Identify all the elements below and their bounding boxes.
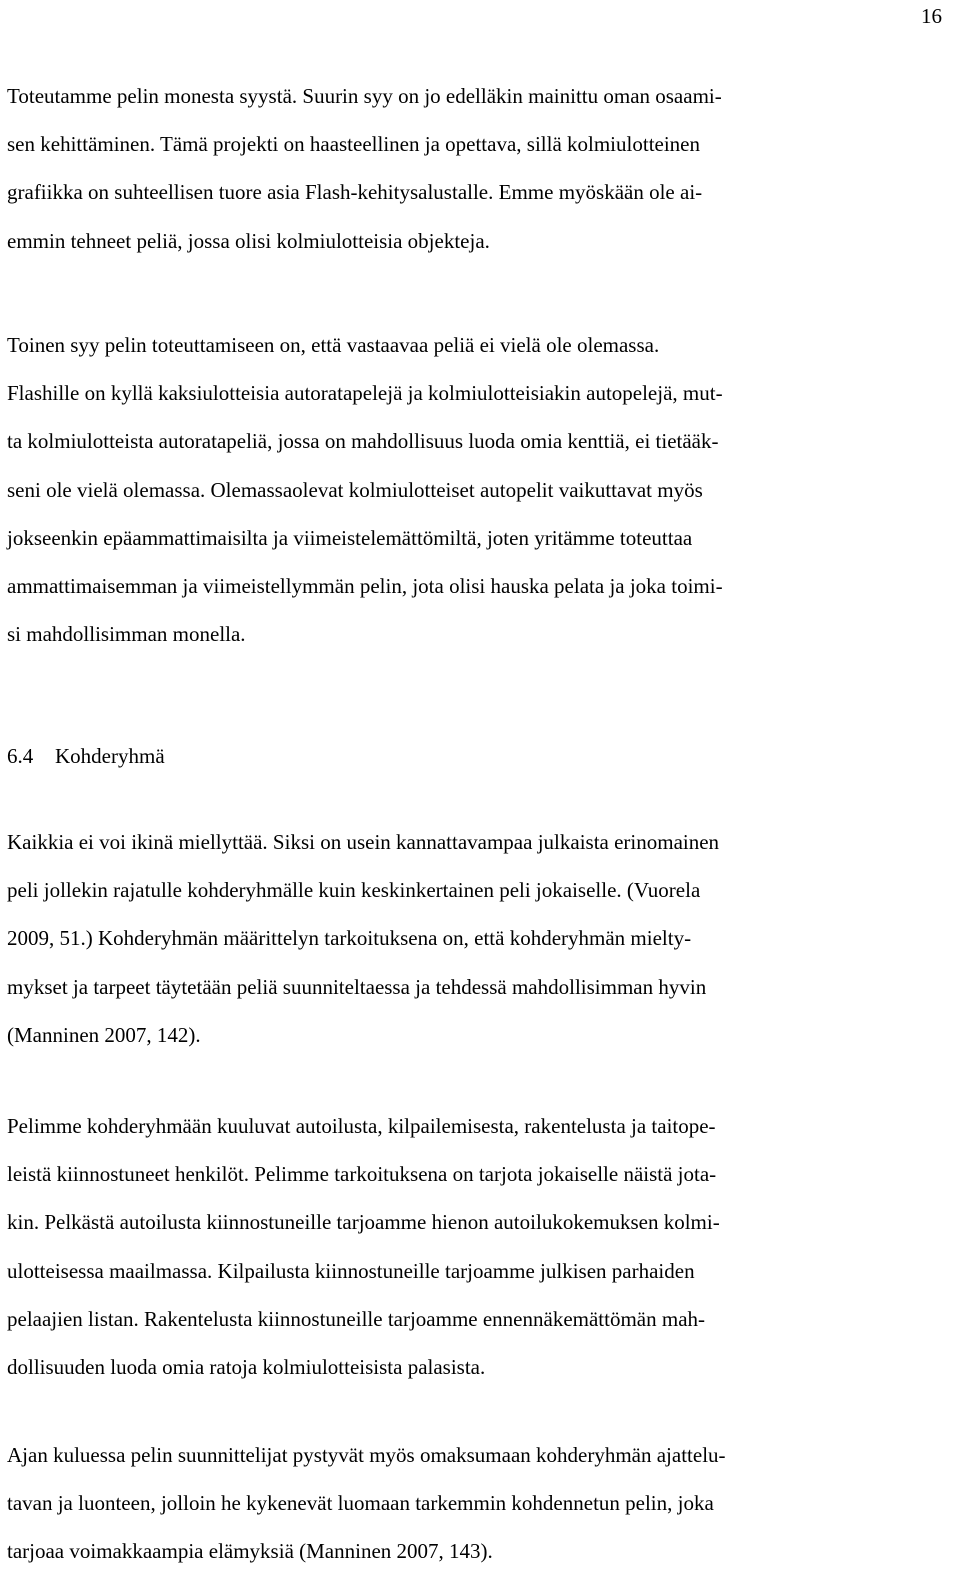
paragraph-line: leistä kiinnostuneet henkilöt. Pelimme tarkoituksena on tarjota jokaiselle näistä jota- — [7, 1162, 717, 1187]
paragraph-line: tarjoaa voimakkaampia elämyksiä (Manninen 2007, 143). — [7, 1539, 493, 1564]
paragraph-line: Ajan kuluessa pelin suunnittelijat pystyvät myös omaksumaan kohderyhmän ajattelu- — [7, 1443, 726, 1467]
paragraph-line: ta kolmiulotteista autoratapeliä, jossa on mahdollisuus luoda omia kenttiä, ei tietääk- — [7, 429, 719, 454]
paragraph-line: emmin tehneet peliä, jossa olisi kolmiulotteisia objekteja. — [7, 228, 490, 253]
paragraph-line: si mahdollisimman monella. — [7, 622, 246, 647]
section-heading — [7, 732, 943, 780]
paragraph-reasons — [7, 72, 943, 265]
paragraph-line: Flashille on kyllä kaksiulotteisia autoratapelejä ja kolmiulotteisiakin autopelejä, mut- — [7, 381, 723, 406]
paragraph-line: jokseenkin epäammattimaisilta ja viimeistelemättömiltä, joten yritämme toteuttaa — [7, 525, 693, 550]
paragraph-target-group-members — [7, 1102, 943, 1391]
paragraph-line: mykset ja tarpeet täytetään peliä suunniteltaessa ja tehdessä mahdollisimman hyvin — [7, 974, 707, 999]
paragraph-line: Kaikkia ei voi ikinä miellyttää. Siksi on usein kannattavampaa julkaista erinomainen — [7, 830, 720, 854]
section-title: Kohderyhmä — [55, 744, 165, 768]
paragraph-line: pelaajien listan. Rakentelusta kiinnostuneille tarjoamme ennennäkemättömän mah- — [7, 1306, 706, 1331]
paragraph-line: seni ole vielä olemassa. Olemassaolevat kolmiulotteiset autopelit vaikuttavat myös — [7, 477, 703, 502]
paragraph-line: Toteutamme pelin monesta syystä. Suurin syy on jo edelläkin mainittu oman osaami- — [7, 84, 722, 108]
paragraph-line: 2009, 51.) Kohderyhmän määrittelyn tarkoituksena on, että kohderyhmän mielty- — [7, 926, 692, 951]
paragraph-line: kin. Pelkästä autoilusta kiinnostuneille tarjoamme hienon autoilukokemuksen kolmi- — [7, 1210, 720, 1235]
paragraph-line: grafiikka on suhteellisen tuore asia Flash-kehitysalustalle. Emme myöskään ole ai- — [7, 180, 703, 205]
paragraph-line: Pelimme kohderyhmään kuuluvat autoilusta, kilpailemisesta, rakentelusta ja taitope- — [7, 1114, 716, 1138]
paragraph-line: dollisuuden luoda omia ratoja kolmiulotteisista palasista. — [7, 1355, 486, 1380]
paragraph-second-reason — [7, 321, 943, 658]
paragraph-line: peli jollekin rajatulle kohderyhmälle kuin keskinkertainen peli jokaiselle. (Vuorela — [7, 878, 701, 903]
section-number: 6.4 — [7, 744, 34, 768]
paragraph-line: sen kehittäminen. Tämä projekti on haasteellinen ja opettava, sillä kolmiulotteinen — [7, 132, 700, 157]
page-number: 16 — [921, 4, 942, 28]
paragraph-line: ulotteisessa maailmassa. Kilpailusta kiinnostuneille tarjoamme julkisen parhaiden — [7, 1258, 695, 1283]
paragraph-line: tavan ja luonteen, jolloin he kykenevät luomaan tarkemmin kohdennetun pelin, joka — [7, 1491, 714, 1516]
paragraph-line: Toinen syy pelin toteuttamiseen on, että vastaavaa peliä ei vielä ole olemassa. — [7, 333, 660, 357]
paragraph-line: (Manninen 2007, 142). — [7, 1022, 201, 1047]
paragraph-line: ammattimaisemman ja viimeistellymmän pelin, jota olisi hauska pelata ja joka toimi- — [7, 574, 723, 599]
paragraph-target-group-intro — [7, 818, 943, 1059]
paragraph-designers — [7, 1431, 943, 1576]
